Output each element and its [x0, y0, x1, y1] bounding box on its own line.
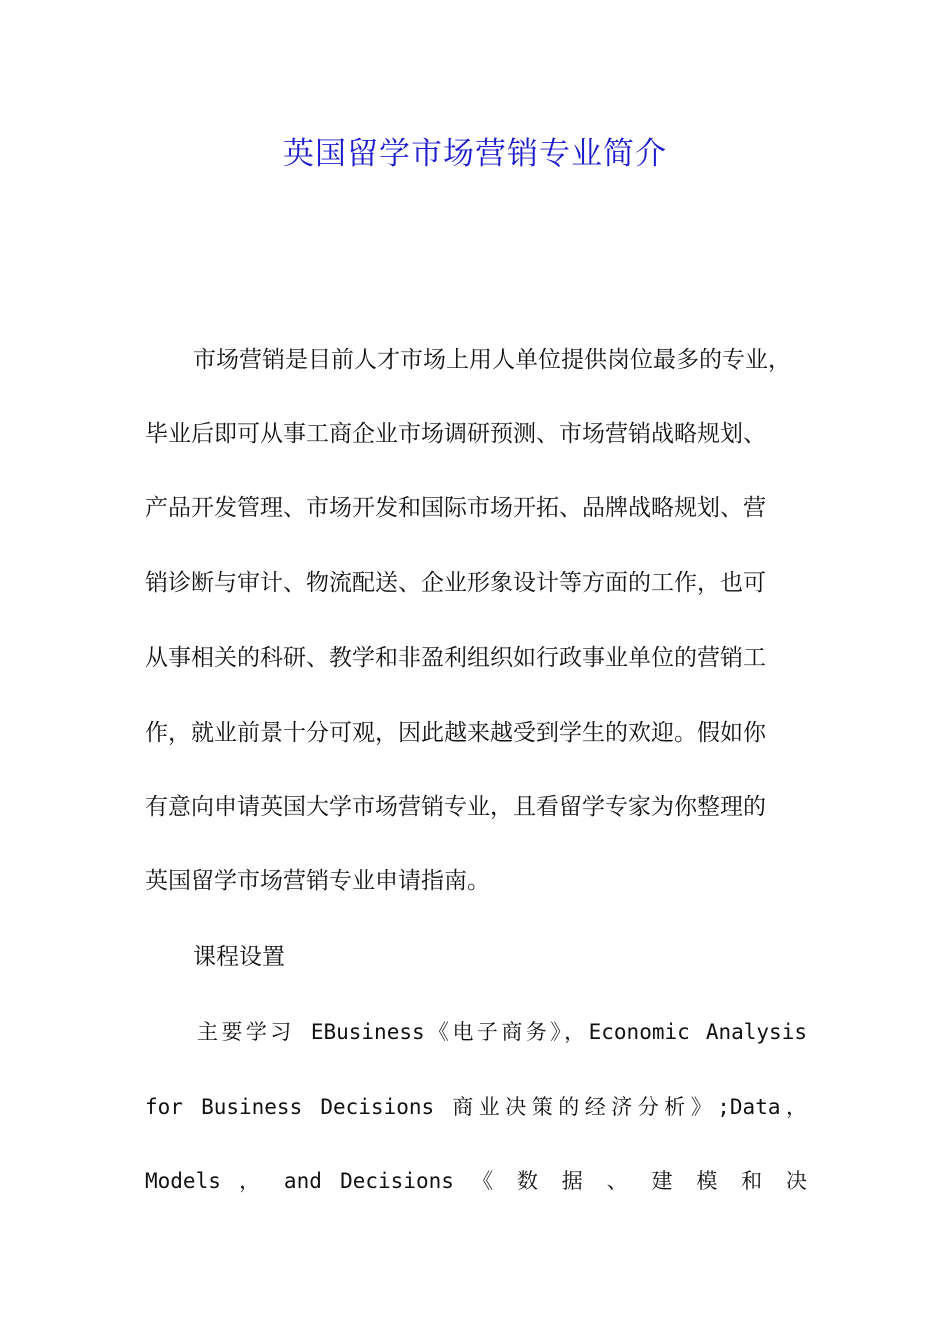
course-line: Models ， and Decisions 《 数 据 、 建 模 和 决	[145, 1169, 807, 1193]
paragraph-line: 作，就业前景十分可观，因此越来越受到学生的欢迎。假如你	[145, 720, 766, 746]
paragraph-line: 有意向申请英国大学市场营销专业，且看留学专家为你整理的	[145, 794, 766, 820]
paragraph-line: 市场营销是目前人才市场上用人单位提供岗位最多的专业，	[193, 347, 791, 373]
paragraph-line: 销诊断与审计、物流配送、企业形象设计等方面的工作，也可	[145, 570, 766, 596]
paragraph-line: 产品开发管理、市场开发和国际市场开拓、品牌战略规划、营	[145, 495, 766, 521]
section-heading: 课程设置	[193, 944, 285, 970]
paragraph-line: 英国留学市场营销专业申请指南。	[145, 868, 490, 894]
paragraph-line: 毕业后即可从事工商企业市场调研预测、市场营销战略规划、	[145, 421, 766, 447]
document-title: 英国留学市场营销专业简介	[283, 136, 667, 172]
course-line: for Business Decisions 商业决策的经济分析》;Data，	[145, 1095, 807, 1119]
course-line: 主要学习 EBusiness《电子商务》，Economic Analysis	[197, 1020, 807, 1044]
paragraph-line: 从事相关的科研、教学和非盈利组织如行政事业单位的营销工	[145, 645, 766, 671]
